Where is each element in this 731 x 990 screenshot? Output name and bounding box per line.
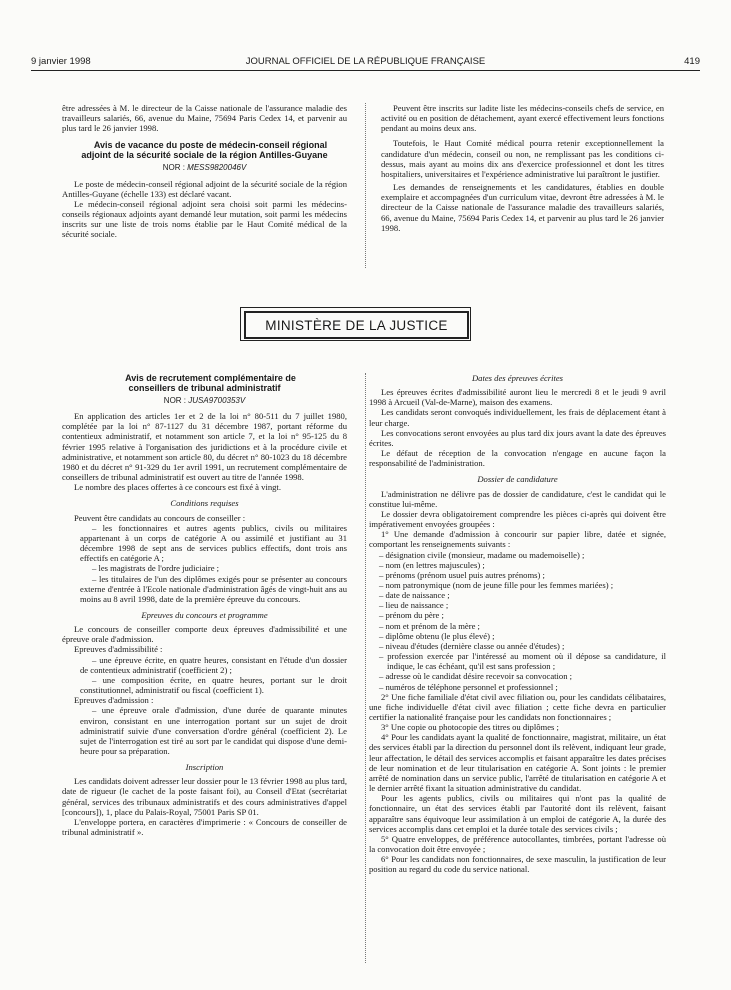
top-right-column xyxy=(381,103,664,233)
dossier-paragraph: L'administration ne délivre pas de dossier de candidature, c'est le candidat qui le constitue lui-même. xyxy=(369,488,666,509)
list-item: – une épreuve orale d'admission, d'une durée de quarante minutes environ, consistant en une interrogation portant sur un sujet de droit administratif suivie d'une conversation d'ordre général (coefficient 2). Le sujet de l'interrogation est tiré au sort par le candidat qui dispose d'une demi-heure pour sa préparation. xyxy=(80,705,347,756)
list-item: – les titulaires de l'un des diplômes exigés pour se présenter au concours externe d'entrée à l'Ecole nationale d'administration âgés de vingt-huit ans au moins au 8 avril 1998, date de la première épreuve du concours. xyxy=(80,573,347,604)
vacancy-paragraph: Le médecin-conseil régional adjoint sera choisi soit parmi les médecins-conseils régionaux adjoints ayant demandé leur mutation, soit parmi les médecins inscrits sur une liste de trois noms établie par le Haut Comité médical de la sécurité sociale. xyxy=(62,198,347,240)
section-heading-conditions: Conditions requises xyxy=(170,498,239,509)
header-date: 9 janvier 1998 xyxy=(31,56,91,67)
list-item: – profession exercée par l'intéressé au moment où il dépose sa candidature, il indique, le cas échéant, qu'il est sans profession ; xyxy=(379,651,666,672)
header-page-number: 419 xyxy=(684,56,700,67)
dossier-paragraph: 1° Une demande d'admission à concourir sur papier libre, datée et signée, comportant les renseignements suivants : xyxy=(369,529,666,550)
dates-paragraph: Les épreuves écrites d'admissibilité auront lieu le mercredi 8 et le jeudi 9 avril 1998 à Arcueil (Val-de-Marne), maison des examens. xyxy=(369,387,666,408)
list-item: – une composition écrite, en quatre heures, portant sur le droit constitutionnel, administratif ou fiscal (coefficient 1). xyxy=(80,674,347,696)
column-divider-main xyxy=(365,373,366,963)
list-item: – nom patronymique (nom de jeune fille pour les femmes mariées) ; xyxy=(379,579,614,590)
list-item: – prénoms (prénom usuel puis autres prénoms) ; xyxy=(379,569,545,580)
recruitment-title: Avis de recrutement complémentaire de conseillers de tribunal administratif xyxy=(125,373,296,393)
section-heading-dates: Dates des épreuves écrites xyxy=(471,373,564,383)
vacancy-nor: NOR : MESS9820046V xyxy=(162,163,247,173)
page-header xyxy=(31,56,700,70)
list-item: – date de naissance ; xyxy=(379,590,450,601)
dossier-paragraph: Le dossier devra obligatoirement comprendre les pièces ci-après qui doivent être impérativement envoyées groupées : xyxy=(369,508,666,530)
top-right-paragraph: Les demandes de renseignements et les candidatures, établies en double exemplaire et accompagnées d'un curriculum vitae, devront être adressées à M. le directeur de la Caisse nationale de l'assurance maladie des travailleurs salariés, 66, avenue du Maine, 75694 Paris Cedex 14, et parvenir au plus tard le 26 janvier 1998. xyxy=(381,182,664,233)
dossier-paragraph: 2° Une fiche familiale d'état civil avec filiation ou, pour les candidats célibataires, une fiche individuelle d'état civil avec filiation ; cette fiche devra en particulier certifier la nationalité française pour les candidats non fonctionnaires ; xyxy=(369,691,666,722)
list-item: – niveau d'études (dernière classe ou année d'études) ; xyxy=(379,640,565,651)
epreuves-paragraph: Le concours de conseiller comporte deux épreuves d'admissibilité et une épreuve orale d'admission. xyxy=(62,624,347,645)
column-divider-top xyxy=(365,103,366,268)
header-rule xyxy=(31,70,700,71)
main-left-column xyxy=(62,373,347,837)
conditions-intro: Peuvent être candidats au concours de conseiller : xyxy=(74,512,246,523)
admission-label: Epreuves d'admission : xyxy=(74,695,154,706)
admissibility-label: Epreuves d'admissibilité : xyxy=(74,644,163,655)
vacancy-title: Avis de vacance du poste de médecin-conseil régional adjoint de la sécurité sociale de la région Antilles-Guyane xyxy=(81,140,328,161)
top-right-paragraph: Peuvent être inscrits sur ladite liste les médecins-conseils chefs de service, en activité ou en position de détachement, ayant exercé effectivement leurs fonctions pendant au moins deux ans. xyxy=(381,103,664,134)
list-item: – prénom du père ; xyxy=(379,610,444,621)
dates-paragraph: Le défaut de réception de la convocation n'engage en aucune façon la responsabilité de l'administration. xyxy=(369,448,666,469)
header-journal-title: JOURNAL OFFICIEL DE LA RÉPUBLIQUE FRANÇAISE xyxy=(245,56,486,67)
list-item: – désignation civile (monsieur, madame ou mademoiselle) ; xyxy=(379,549,585,560)
dates-paragraph: Les convocations seront envoyées au plus tard dix jours avant la date des épreuves écrites. xyxy=(369,427,666,448)
list-item: – adresse où le candidat désire recevoir sa convocation ; xyxy=(379,671,573,682)
section-heading-epreuves: Epreuves du concours et programme xyxy=(141,609,268,620)
inscription-paragraph: Les candidats doivent adresser leur dossier pour le 13 février 1998 au plus tard, date de rigueur (le cachet de la poste faisant foi), au Conseil d'Etat (secrétariat général, services des tribunaux administratifs et des cours administratives d'appel [concours]), 1, place du Palais-Royal, 75001 Paris SP 01. xyxy=(62,776,348,817)
list-item: – les magistrats de l'ordre judiciaire ; xyxy=(92,563,220,574)
inscription-paragraph: L'enveloppe portera, en caractères d'imprimerie : « Concours de conseiller de tribunal administratif ». xyxy=(62,816,347,838)
list-item: – une épreuve écrite, en quatre heures, consistant en l'étude d'un dossier de contentieux administratif (coefficient 2) ; xyxy=(80,654,347,675)
list-item: – les fonctionnaires et autres agents publics, civils ou militaires appartenant à un corps de catégorie A ou assimilé et justifiant au 31 décembre 1998 de sept ans de services publics effectifs, dont trois ans effectifs en catégorie A ; xyxy=(80,522,347,564)
vacancy-paragraph: Le poste de médecin-conseil régional adjoint de la sécurité sociale de la région Antilles-Guyane (échelle 133) est déclaré vacant. xyxy=(62,178,347,199)
dates-paragraph: Les candidats seront convoqués individuellement, les frais de déplacement étant à leur charge. xyxy=(369,407,666,428)
dossier-paragraph: 5° Quatre enveloppes, de préférence autocollantes, timbrées, portant l'adresse où la convocation doit être envoyée ; xyxy=(369,833,666,855)
recruitment-nor: NOR : JUSA9700353V xyxy=(163,396,246,405)
main-right-column xyxy=(369,373,666,875)
ministry-banner: MINISTÈRE DE LA JUSTICE xyxy=(244,311,469,339)
recruitment-paragraph: Le nombre des places offertes à ce concours est fixé à vingt. xyxy=(74,482,281,493)
section-heading-inscription: Inscription xyxy=(185,762,224,773)
dossier-paragraph: 6° Pour les candidats non fonctionnaires, de sexe masculin, la justification de leur position au regard du code du service national. xyxy=(369,854,666,875)
dossier-paragraph: 4° Pour les candidats ayant la qualité de fonctionnaire, magistrat, militaire, un état des services établi par la direction du personnel dont ils relèvent, indiquant leur grade, leur affectation, le détail des services accomplis et faisant apparaître les dates précises de leur nomination et de leur titularisation en catégorie A. Sont joints : le premier arrêté de nomination dans un service public, l'arrêté de titularisation en catégorie A et le dernier arrêté fixant la situation administrative du candidat. xyxy=(369,732,666,794)
dossier-paragraph: Pour les agents publics, civils ou militaires qui n'ont pas la qualité de fonctionnaire, un état des services établi par l'autorité dont ils relèvent, faisant apparaître sans équivoque leur assimilation à un emploi de catégorie A, la durée des services accomplis dans cet emploi et la durée totale des services civils ; xyxy=(369,793,666,834)
list-item: – lieu de naissance ; xyxy=(379,600,449,611)
section-heading-dossier: Dossier de candidature xyxy=(477,474,558,485)
list-item: – nom et prénom de la mère ; xyxy=(379,620,480,631)
top-left-column xyxy=(62,103,347,240)
list-item: – numéros de téléphone personnel et professionnel ; xyxy=(379,681,558,692)
top-right-paragraph: Toutefois, le Haut Comité médical pourra retenir exceptionnellement la candidature d'un médecin, conseil ou non, ne remplissant pas les conditions ci-dessus, mais ayant au moins dix ans d'exercice professionnel et dont les titres hospitaliers, universitaires et l'expérience administrative lui paraîtront le justifier. xyxy=(381,138,664,179)
top-left-intro: être adressées à M. le directeur de la Caisse nationale de l'assurance maladie des travailleurs salariés, 66, avenue du Maine, 75694 Paris Cedex 14, et parvenir au plus tard le 26 janvier 1998. xyxy=(62,103,347,134)
list-item: – diplôme obtenu (le plus élevé) ; xyxy=(379,630,495,641)
recruitment-paragraph: En application des articles 1er et 2 de la loi n° 80-511 du 7 juillet 1980, complétée par la loi n° 87-1127 du 31 décembre 1987, portant réforme du contentieux administratif, et notamment son article 7, et la loi n° 95-125 du 8 février 1995 relative à l'organisation des juridictions et à la procédure civile et administrative, et notamment son article 80, du décret n° 80-1023 du 18 décembre 1980 et du décret n° 91-329 du 1er avril 1991, un recrutement complémentaire de conseillers de tribunal administratif est ouvert au titre de l'année 1998. xyxy=(62,411,347,483)
list-item: – nom (en lettres majuscules) ; xyxy=(379,559,485,570)
dossier-paragraph: 3° Une copie ou photocopie des titres ou diplômes ; xyxy=(381,722,559,733)
